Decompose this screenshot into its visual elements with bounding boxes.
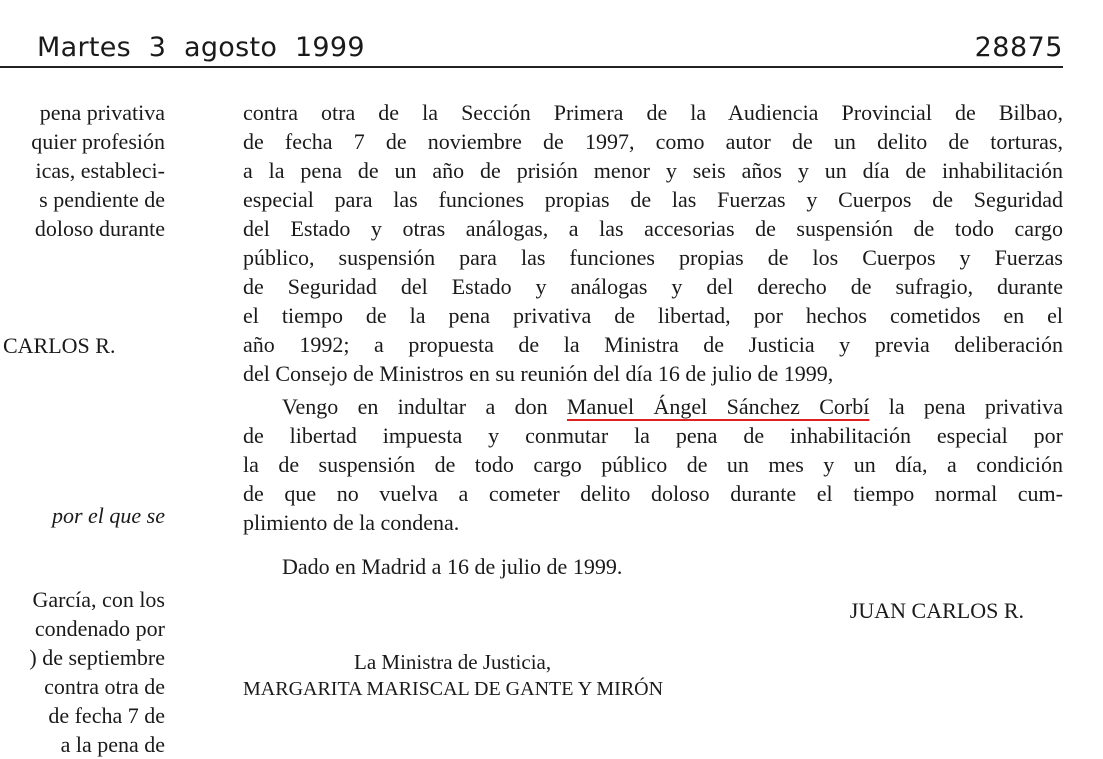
body-line: público, suspensión para las funciones propias de los Cuerpos y Fuerzas xyxy=(243,245,1063,270)
left-line: pena privativa xyxy=(39,100,165,125)
page-header xyxy=(0,28,1063,68)
king-signature: JUAN CARLOS R. xyxy=(849,598,1024,623)
body-line: año 1992; a propuesta de la Ministra de Justicia y previa deliberación xyxy=(243,332,1063,357)
pardon-line xyxy=(282,392,1063,421)
left-line: icas, estableci- xyxy=(35,158,165,183)
left-line: contra otra de xyxy=(44,674,165,699)
body-line: del Consejo de Ministros en su reunión del día 16 de julio de 1999, xyxy=(243,361,834,386)
body-line: de que no vuelva a cometer delito doloso durante el tiempo normal cum- xyxy=(243,481,1063,506)
left-line: a la pena de xyxy=(60,732,165,757)
body-line: del Estado y otras análogas, a las accesorias de suspensión de todo cargo xyxy=(243,216,1063,241)
pardon-continuation: la pena privativa xyxy=(869,394,1064,419)
body-line: plimiento de la condena. xyxy=(243,510,460,535)
header-page-number: 28875 xyxy=(974,32,1063,63)
minister-name: MARGARITA MARISCAL DE GANTE Y MIRÓN xyxy=(243,678,664,700)
body-line: a la pena de un año de prisión menor y seis años y un día de inhabilitación xyxy=(243,158,1063,183)
body-line: de fecha 7 de noviembre de 1997, como autor de un delito de torturas, xyxy=(243,129,1063,154)
left-line: condenado por xyxy=(34,616,165,641)
left-line: de fecha 7 de xyxy=(48,703,165,728)
left-italic-title: por el que se xyxy=(51,503,165,528)
left-line: s pendiente de xyxy=(39,187,165,212)
body-line: el tiempo de la pena privativa de libertad, por hechos cometidos en el xyxy=(243,303,1063,328)
minister-title: La Ministra de Justicia, xyxy=(354,650,552,674)
body-line: de Seguridad del Estado y análogas y del derecho de sufragio, durante xyxy=(243,274,1063,299)
pardon-intro: Vengo en indultar a don xyxy=(282,394,567,419)
header-date: Martes 3 agosto 1999 xyxy=(37,32,365,63)
left-line: ) de septiembre xyxy=(29,645,165,670)
left-signature: CARLOS R. xyxy=(3,333,116,358)
pardoned-person-name: Manuel Ángel Sánchez Corbí xyxy=(566,394,870,419)
left-line: García, con los xyxy=(32,587,165,612)
body-line: contra otra de la Sección Primera de la Audiencia Provincial de Bilbao, xyxy=(243,100,1063,125)
left-line: doloso durante xyxy=(34,216,165,241)
body-line: la de suspensión de todo cargo público de un mes y un día, a condición xyxy=(243,452,1063,477)
dated-line: Dado en Madrid a 16 de julio de 1999. xyxy=(282,554,623,579)
left-line: quier profesión xyxy=(31,129,165,154)
body-line: especial para las funciones propias de las Fuerzas y Cuerpos de Seguridad xyxy=(243,187,1063,212)
body-line: de libertad impuesta y conmutar la pena de inhabilitación especial por xyxy=(243,423,1063,448)
